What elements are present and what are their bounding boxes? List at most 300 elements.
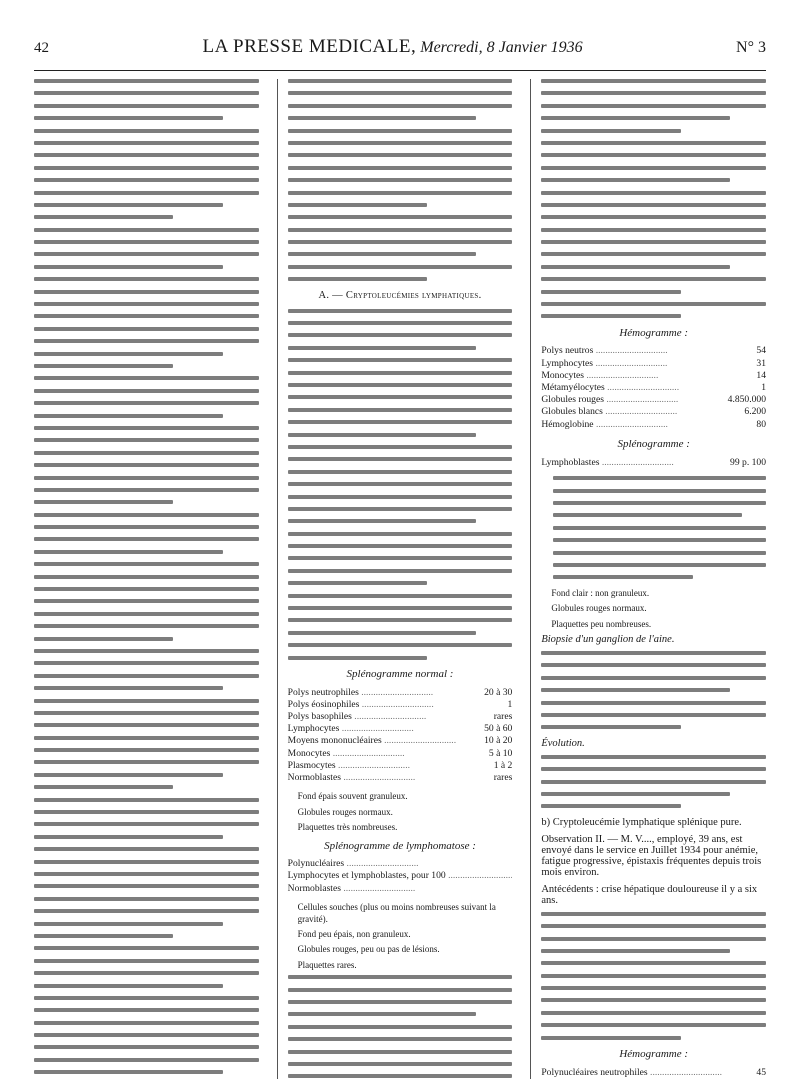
text-block [34,649,259,789]
row-value: 14 [756,369,767,381]
text-line [541,228,766,232]
columns [34,79,766,1079]
text-line [34,141,259,145]
splenogram-table [541,456,766,468]
text-line [288,445,513,449]
text-line [541,1023,766,1027]
text-line [34,897,259,901]
masthead [34,36,766,66]
text-line [34,203,223,207]
text-line [288,91,513,95]
row-label: Moyens mononucléaires ..... [288,735,477,747]
text-line [541,986,766,990]
text-line [34,352,223,356]
text-line [288,346,477,350]
text-line [288,556,513,560]
text-line [288,166,513,170]
antecedents: Antécédents : crise hépatique douloureuse il y a six ans. [541,883,758,906]
observation-lead: Observation II. — M. V...., employé, 39 ans, est envoyé dans le service en Juillet 1934 pour anémie, fatigue progressive, épistaxis fréquentes depuis trois mois environ. [541,833,762,878]
text-line [34,1021,259,1025]
text-line [34,451,259,455]
table-row [288,858,513,870]
text-line [541,191,766,195]
text-line [34,959,259,963]
text-line [34,587,259,591]
row-value: 6.200 [744,406,767,418]
text-line [288,470,513,474]
row-label: Polys neutrophiles ..... [288,686,477,698]
evolution-label: Évolution. [541,737,585,749]
table-title: Hémogramme : [619,326,689,339]
text-line [288,309,513,313]
text-line [34,686,223,690]
table-note: Cellules souches (plus ou moins nombreuses suivant la gravité). [297,902,496,924]
text-line [553,476,766,480]
text-line [34,153,259,157]
text-line [541,663,766,667]
text-line [34,984,223,988]
text-line [34,426,259,430]
text-line [34,661,259,665]
row-value: 10 à 20 [484,735,513,747]
text-line [541,949,730,953]
text-block [288,79,513,207]
text-block [34,376,259,504]
text-line [34,599,259,603]
text-block [34,798,259,938]
text-line [288,1037,513,1041]
row-label: Polys basophiles ..... [288,710,477,722]
row-label: Lymphoblastes ..... [541,456,714,468]
table-note: Plaquettes rares. [297,959,357,970]
text-line [34,414,223,418]
text-line [541,804,680,808]
text-line [288,215,513,219]
text-line [34,1008,259,1012]
table-row [288,747,513,759]
table-title: Splénogramme : [617,438,690,451]
text-line [34,265,223,269]
text-block [34,513,259,641]
text-line [288,581,427,585]
text-line [288,1012,477,1016]
row-value: rares [493,771,513,783]
text-line [541,937,766,941]
table-row [541,1078,766,1079]
text-line [541,116,730,120]
header-rule [34,70,766,71]
row-label: Polynucléaires neutrophiles ..... [541,1066,723,1078]
text-line [34,438,259,442]
text-line [34,711,259,715]
text-line [541,79,766,83]
text-line [34,575,259,579]
text-line [288,141,513,145]
text-line [34,513,259,517]
text-line [34,798,259,802]
table-row [541,345,766,357]
table-note: Fond peu épais, non granuleux. [297,929,411,940]
text-line [288,277,427,281]
row-label: Normoblastes ..... [288,882,513,894]
text-line [34,314,259,318]
row-label: Polys neutros ..... [541,345,713,357]
hemogram-table-2 [541,1066,766,1079]
text-line [34,376,259,380]
text-line [34,550,223,554]
row-value: rares [493,710,513,722]
text-line [34,364,173,368]
text-line [541,961,766,965]
text-line [34,500,173,504]
text-line [541,265,730,269]
table-row [288,882,513,894]
text-line [34,810,259,814]
text-line [34,116,223,120]
text-line [288,395,513,399]
text-line [541,178,730,182]
text-line [553,575,692,579]
row-value: 1 à 2 [493,759,513,771]
text-line [288,975,513,979]
text-line [541,701,766,705]
text-line [34,934,173,938]
text-line [34,166,259,170]
text-line [541,725,680,729]
text-line [288,606,513,610]
text-line [541,302,766,306]
text-line [34,191,259,195]
text-line [288,618,513,622]
text-line [288,482,513,486]
text-line [553,538,766,542]
spleno-normal-table [288,686,513,784]
text-line [541,651,766,655]
text-line [34,674,259,678]
text-line [541,215,766,219]
text-line [541,688,730,692]
biopsy-label: Biopsie d'un ganglion de l'aine. [541,634,675,646]
table-row [541,456,766,468]
text-line [34,327,259,331]
text-line [34,971,259,975]
row-value [723,1078,766,1079]
text-line [34,178,259,182]
table-note: Fond clair : non granuleux. [551,587,650,598]
text-line [288,433,477,437]
table-row [541,406,766,418]
text-line [553,526,766,530]
text-line [34,773,223,777]
section-heading: A. — Cryptoleucémies lymphatiques. [318,289,482,301]
issue-number: N° 3 [736,39,766,56]
text-line [34,476,259,480]
text-line [541,924,766,928]
table-note: Globules rouges normaux. [297,806,393,817]
text-line [34,748,259,752]
hemogram-table-1 [541,345,766,430]
text-line [541,91,766,95]
row-label [541,1078,723,1079]
text-line [288,383,513,387]
table-row [541,1066,766,1078]
text-line [541,755,766,759]
text-line [34,389,259,393]
table-title: Splénogramme normal : [346,667,454,680]
journal-title-group [202,36,582,58]
text-line [288,371,513,375]
text-line [34,562,259,566]
table-title: Splénogramme de lymphomatose : [324,839,476,852]
text-line [34,909,259,913]
text-line [34,1033,259,1037]
text-line [288,203,427,207]
text-line [34,129,259,133]
text-line [34,996,259,1000]
text-line [288,265,513,269]
text-line [541,767,766,771]
text-line [34,537,259,541]
table-row [288,759,513,771]
text-line [34,401,259,405]
row-value: 80 [756,418,767,430]
text-line [288,240,513,244]
text-block [288,309,513,586]
text-line [34,835,223,839]
row-label: Lymphocytes ..... [541,357,713,369]
table-note: Fond épais souvent granuleux. [297,791,408,802]
text-line [541,314,680,318]
issue-date: Mercredi, 8 Janvier 1936 [420,39,583,56]
text-line [34,339,259,343]
text-line [288,495,513,499]
row-label: Polys éosinophiles ..... [288,698,477,710]
text-line [34,1070,223,1074]
text-line [34,488,259,492]
row-label: Lymphocytes ..... [288,723,477,735]
table-note: Globules rouges normaux. [551,603,647,614]
text-line [553,489,766,493]
table-row [288,686,513,698]
text-line [541,792,730,796]
text-line [34,228,259,232]
text-line [34,290,259,294]
text-line [34,723,259,727]
text-line [541,974,766,978]
text-block [541,141,766,294]
row-label: Globules blancs ..... [541,406,713,418]
text-line [34,525,259,529]
text-line [288,104,513,108]
text-line [288,1025,513,1029]
subsection-heading: b) Cryptoleucémie lymphatique splénique pure. [541,816,742,828]
text-line [288,594,513,598]
text-line [541,290,680,294]
text-line [541,780,766,784]
table-row [541,418,766,430]
row-value: 5 à 10 [488,747,513,759]
text-line [541,277,766,281]
journal-title: LA PRESSE MEDICALE, [202,36,417,57]
text-line [34,785,173,789]
text-line [288,1062,513,1066]
text-line [541,252,766,256]
table-row [541,357,766,369]
text-line [541,104,766,108]
row-label: Métamyélocytes ..... [541,381,713,393]
text-line [34,760,259,764]
row-value: 20 à 30 [484,686,513,698]
text-line [288,408,513,412]
table-note: Plaquettes peu nombreuses. [551,618,652,629]
text-line [541,1011,766,1015]
text-line [34,946,259,950]
text-line [288,252,477,256]
text-block [288,975,513,1079]
text-line [288,507,513,511]
text-line [34,252,259,256]
text-line [541,240,766,244]
text-block [541,651,766,729]
text-line [288,457,513,461]
text-line [34,637,173,641]
text-line [288,631,477,635]
text-line [288,532,513,536]
row-value: 4.850.000 [727,394,767,406]
row-value: 45 [756,1066,767,1078]
text-line [288,228,513,232]
text-line [34,922,223,926]
row-label: Plasmocytes ..... [288,759,477,771]
row-value: 1 [761,381,767,393]
row-label: Globules rouges ..... [541,394,713,406]
table-note: Plaquettes très nombreuses. [297,822,398,833]
table-note: Globules rouges, peu ou pas de lésions. [297,944,440,955]
text-line [34,612,259,616]
text-line [541,166,766,170]
row-value: 50 à 60 [484,723,513,735]
text-line [34,463,259,467]
text-line [288,79,513,83]
text-line [288,191,513,195]
text-line [34,847,259,851]
row-label: Lymphocytes et lymphoblastes, pour 100 ..... [288,870,513,882]
text-line [541,203,766,207]
text-line [288,544,513,548]
text-line [34,1058,259,1062]
text-line [553,501,766,505]
text-line [34,649,259,653]
row-value: 31 [756,357,767,369]
biopsy-lead [541,634,766,645]
text-line [288,178,513,182]
row-label: Hémoglobine ..... [541,418,713,430]
text-line [541,129,680,133]
spleno-lympho-table [288,858,513,895]
text-line [288,1074,513,1078]
column-3 [530,79,766,1079]
text-line [34,1045,259,1049]
row-value: 99 p. 100 [730,456,767,468]
text-line [34,240,259,244]
text-line [34,277,259,281]
text-line [541,676,766,680]
text-line [288,643,513,647]
text-line [553,551,766,555]
table-row [288,870,513,882]
text-block [541,912,766,1040]
text-line [34,699,259,703]
row-value: 1 [507,698,513,710]
text-block [34,79,259,219]
row-label: Normoblastes ..... [288,771,477,783]
text-line [288,1050,513,1054]
text-block [288,215,513,281]
text-block [541,302,766,318]
text-block [34,946,259,1079]
column-1 [34,79,259,1079]
text-line [288,358,513,362]
text-line [288,569,513,573]
text-line [34,104,259,108]
row-label: Monocytes ..... [541,369,713,381]
row-label: Monocytes ..... [288,747,477,759]
text-line [288,116,477,120]
text-line [34,91,259,95]
table-row [288,735,513,747]
text-block [541,79,766,133]
text-line [541,998,766,1002]
text-line [34,215,173,219]
row-label: Polynucléaires ..... [288,858,513,870]
text-line [34,822,259,826]
text-line [541,1036,680,1040]
text-line [34,860,259,864]
table-row [288,710,513,722]
column-2 [277,79,513,1079]
text-block [541,755,766,809]
table-row [541,394,766,406]
table-title: Hémogramme : [619,1048,689,1061]
page-number: 42 [34,40,49,56]
text-line [288,1000,513,1004]
text-block [288,594,513,660]
table-row [288,698,513,710]
table-row [288,723,513,735]
text-line [288,153,513,157]
text-line [288,519,477,523]
text-line [34,872,259,876]
text-line [288,988,513,992]
text-line [34,624,259,628]
text-block [34,228,259,368]
text-line [288,321,513,325]
text-line [34,79,259,83]
text-line [34,884,259,888]
text-line [541,912,766,916]
text-block [541,476,766,579]
text-line [541,713,766,717]
text-line [541,141,766,145]
table-row [541,369,766,381]
text-line [288,420,513,424]
text-line [34,302,259,306]
text-line [288,656,427,660]
evolution-lead [541,738,766,749]
text-line [288,129,513,133]
text-line [553,563,766,567]
row-value: 54 [756,345,767,357]
